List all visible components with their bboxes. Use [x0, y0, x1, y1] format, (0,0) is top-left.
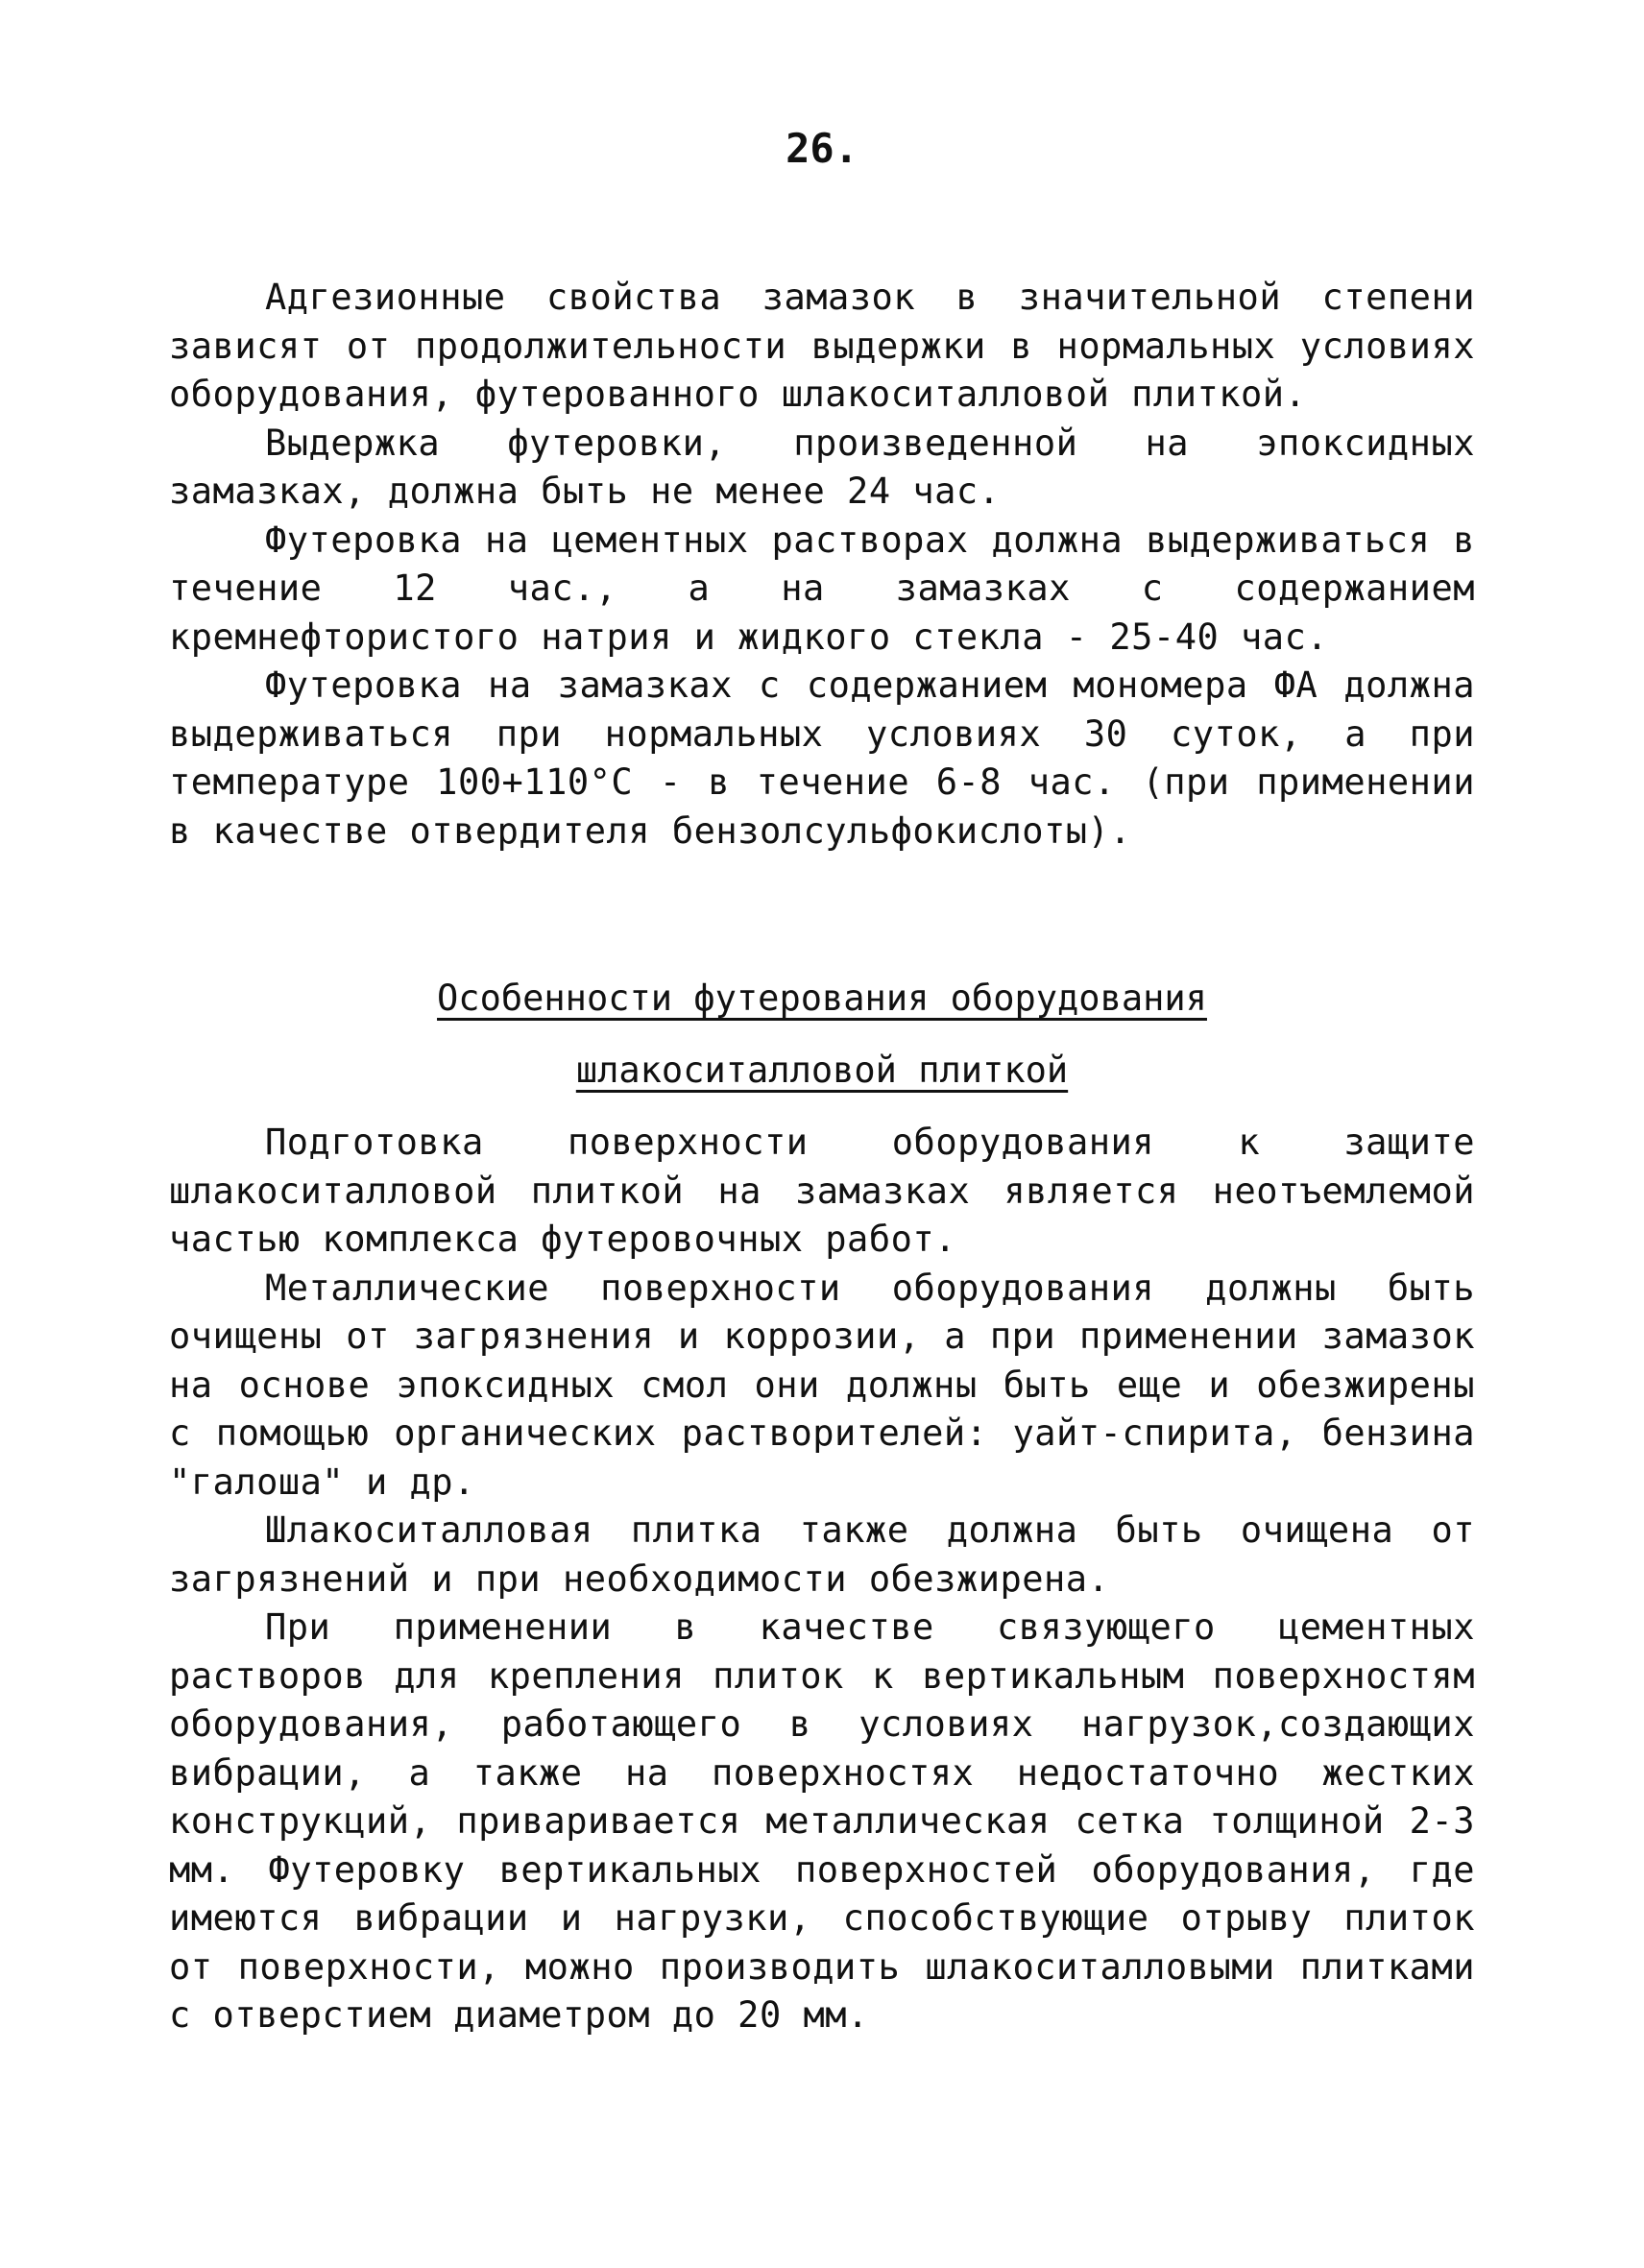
paragraph-epoxy-curing: Выдержка футеровки, произведенной на эпоксидных замазках, должна быть не менее 24 час. [169, 422, 1475, 512]
paragraph-fa-monomer-curing: Футеровка на замазках с содержанием мономера ФА должна выдерживаться при нормальных условиях 30 суток, а при температуре 100+110°С - в течение 6-8 час. (при применении в качестве отвердителя бензолсульфокислоты). [169, 664, 1475, 852]
paragraph-metal-cleaning: Металлические поверхности оборудования должны быть очищены от загрязнения и коррозии, а при применении замазок на основе эпоксидных смол они должны быть еще и обезжирены с помощью органических растворителей: уайт-спирита, бензина "галоша" и др. [169, 1267, 1475, 1503]
paragraph-cement-curing: Футеровка на цементных растворах должна выдерживаться в течение 12 час., а на замазках с содержанием кремнефтористого натрия и жидкого стекла - 25-40 час. [169, 519, 1475, 658]
heading-text-line2: шлакоситалловой плиткой [575, 1050, 1069, 1091]
section-heading-line2 [0, 1047, 1644, 1095]
section-surface-preparation [169, 1119, 1475, 2040]
heading-text-line1: Особенности футерования оборудования [437, 977, 1207, 1019]
paragraph-surface-prep: Подготовка поверхности оборудования к защите шлакоситалловой плиткой на замазках является неотъемлемой частью комплекса футеровочных работ. [169, 1122, 1475, 1260]
section-adhesion [169, 274, 1475, 856]
page-number: 26. [786, 125, 858, 172]
section-heading-line1 [0, 975, 1644, 1023]
paragraph-tile-cleaning: Шлакоситалловая плитка также должна быть очищена от загрязнений и при необходимости обезжирена. [169, 1509, 1475, 1600]
paragraph-adhesion: Адгезионные свойства замазок в значительной степени зависят от продолжительности выдержки в нормальных условиях оборудования, футерованного шлакоситалловой плиткой. [169, 277, 1475, 415]
paragraph-vertical-mounting: При применении в качестве связующего цементных растворов для крепления плиток к вертикальным поверхностям оборудования, работающего в условиях нагрузок,создающих вибрации, а также на поверхностях недостаточно жестких конструкций, приваривается металлическая сетка толщиной 2-3 мм. Футеровку вертикальных поверхностей оборудования, где имеются вибрации и нагрузки, способствующие отрыву плиток от поверхности, можно производить шлакоситалловыми плитками с отверстием диаметром до 20 мм. [169, 1606, 1475, 2036]
